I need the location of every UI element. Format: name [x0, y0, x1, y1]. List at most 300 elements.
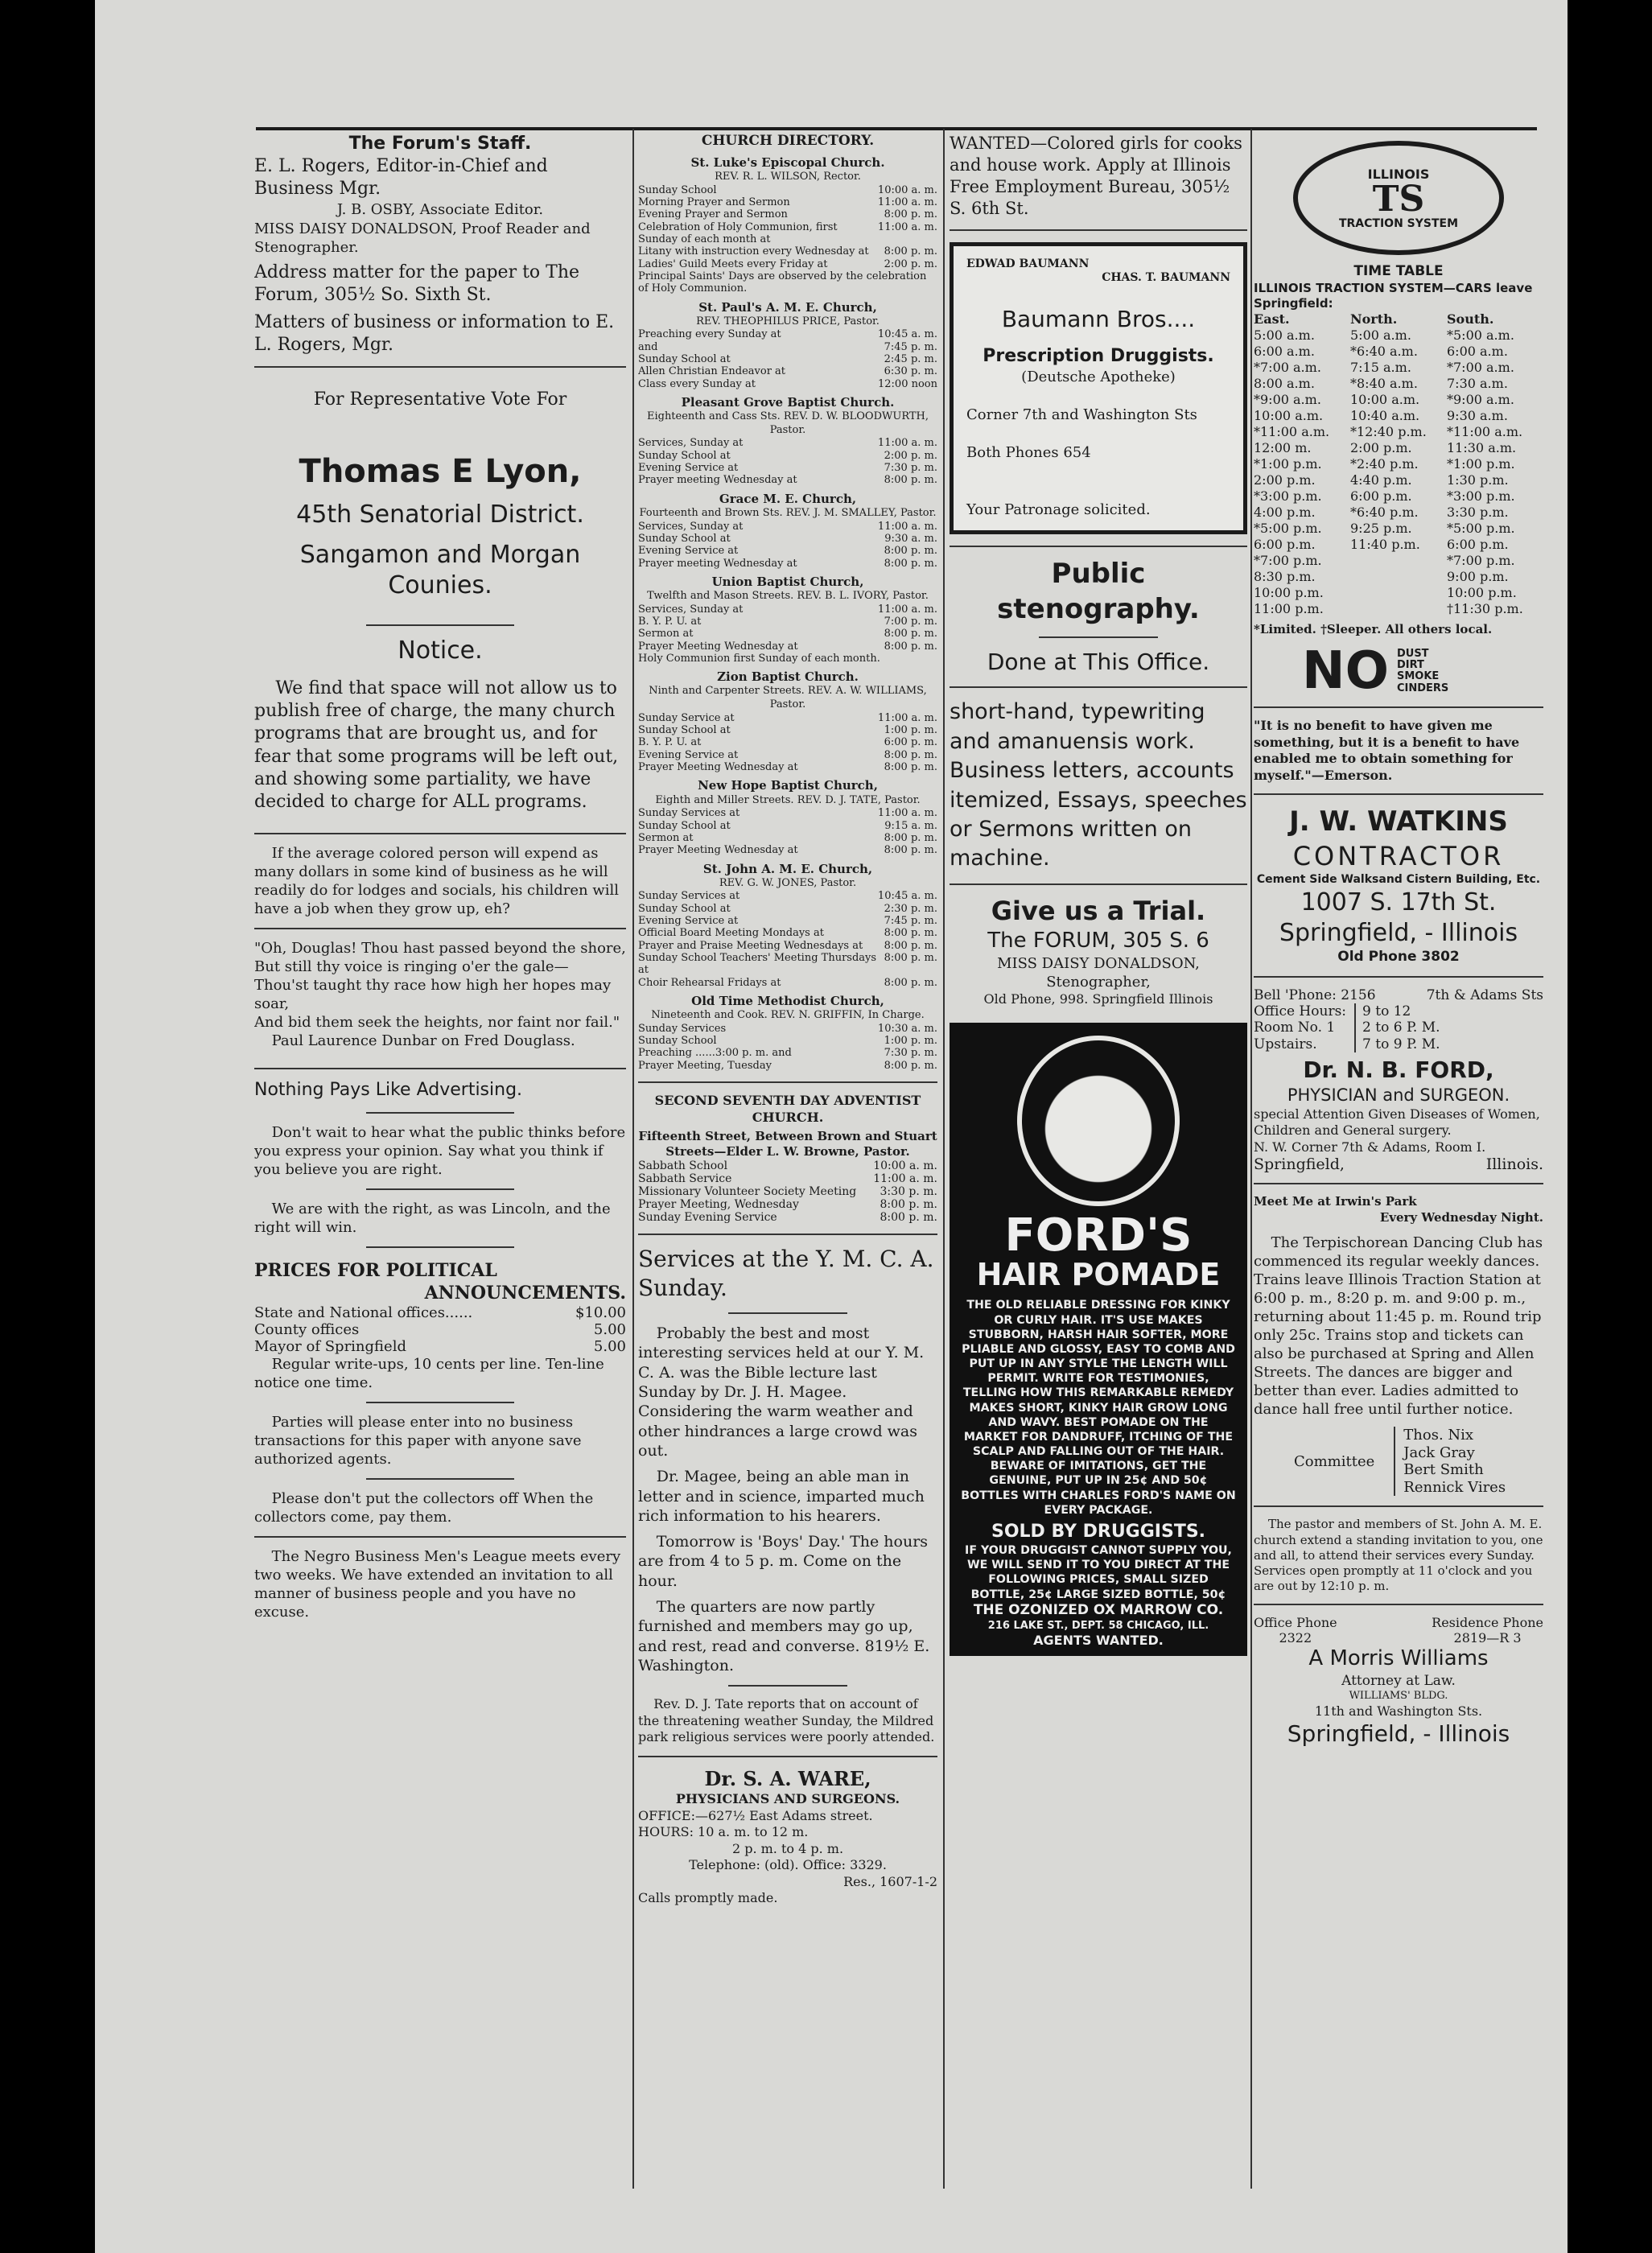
ware-hours: HOURS: 10 a. m. to 12 m.	[638, 1824, 809, 1840]
column-rule	[1250, 129, 1252, 2189]
poem-credit: Paul Laurence Dunbar on Fred Douglass.	[271, 1032, 575, 1050]
schedule-row	[638, 196, 937, 208]
williams-address: 11th and Washington Sts.	[1314, 1703, 1483, 1720]
timetable-time: *9:00 a.m.	[1447, 392, 1514, 408]
no-items	[1397, 649, 1448, 694]
schedule-time: 1:00 p. m.	[884, 724, 937, 737]
schedule-row	[638, 1185, 937, 1198]
wanted-ad: WANTED—Colored girls for cooks and house work. Apply at Illinois Free Employment Bureau, 305½ S. 6th St.	[950, 134, 1242, 218]
church-entry	[638, 669, 937, 773]
notice-body: We find that space will not allow us to publish free of charge, the many church programs that are brought us, and for fear that some programs will be left out, and showing some partiality, we have decided to charge for ALL programs.	[254, 678, 619, 812]
ware-phone: Telephone: (old). Office: 3329.	[689, 1857, 887, 1873]
schedule-event: B. Y. P. U. at	[638, 615, 702, 628]
schedule-time: 12:00 noon	[878, 377, 937, 390]
committee-member: Rennick Vires	[1403, 1478, 1506, 1496]
price-row	[254, 1338, 626, 1355]
schedule-event: Evening Service at	[638, 748, 739, 761]
price-value: 5.00	[593, 1337, 626, 1355]
notice-title: Notice.	[398, 636, 483, 665]
schedule-time: 10:00 a. m.	[873, 1159, 937, 1173]
ford-city	[1254, 1155, 1543, 1173]
watkins-role: CONTRACTOR	[1292, 840, 1505, 871]
schedule-row	[638, 903, 937, 915]
timetable-times	[1447, 327, 1543, 617]
logo-mid: TS	[1372, 178, 1425, 220]
divider	[254, 928, 626, 929]
collectors-text: Please don't put the collectors off When the collectors come, pay them.	[254, 1490, 594, 1526]
steno-title: Public stenography.	[997, 558, 1200, 625]
ymca-paragraph: Probably the best and most interesting services held at our Y. M. C. A. was the Bible lecture last Sunday by Dr. J. H. Magee. Considering the warm weather and other hindrances a large crowd was out.	[638, 1324, 925, 1460]
schedule-row	[638, 616, 937, 628]
church-name: Grace M. E. Church,	[719, 491, 857, 506]
divider	[638, 1081, 937, 1083]
office-phone-number: 2322	[1279, 1630, 1312, 1646]
schedule-event: Official Board Meeting Mondays at	[638, 927, 824, 940]
divider	[254, 1536, 626, 1538]
schedule-event: Sunday School at	[638, 449, 731, 462]
schedule-event: Principal Saints' Days are observed by the celebration of Holy Communion.	[638, 270, 927, 295]
baumann-name: EDWAD BAUMANN	[966, 257, 1090, 270]
church-name: Pleasant Grove Baptist Church.	[681, 394, 895, 410]
schedule-event: and	[638, 340, 658, 353]
tate-note: Rev. D. J. Tate reports that on account of the threatening weather Sunday, the Mildred park religious services were poorly attended.	[638, 1696, 935, 1745]
timetable-time: 9:25 p.m.	[1350, 521, 1412, 537]
schedule-row	[638, 1047, 937, 1059]
schedule-row	[638, 724, 937, 736]
timetable-time: *12:40 p.m.	[1350, 424, 1427, 440]
ware-calls: Calls promptly made.	[638, 1890, 778, 1906]
schedule-time: 2:00 p. m.	[884, 257, 937, 270]
schedule-row	[638, 474, 937, 486]
no-dust-ad	[1302, 641, 1543, 702]
schedule-time: 11:00 a. m.	[877, 437, 937, 450]
price-row	[254, 1321, 626, 1338]
watkins-work: Cement Side Walksand Cistern Building, Etc.	[1256, 872, 1541, 886]
timetable-header: East.	[1254, 311, 1290, 327]
timetable-time: 8:00 a.m.	[1254, 376, 1315, 392]
schedule-event: Sunday Service at	[638, 711, 735, 724]
watkins-name: J. W. WATKINS	[1289, 805, 1508, 838]
schedule-row	[638, 952, 937, 977]
timetable-time: 9:30 a.m.	[1447, 408, 1508, 424]
adventist-sub: Fifteenth Street, Between Brown and Stuart Streets—Elder L. W. Browne, Pastor.	[638, 1129, 937, 1159]
staff-line: E. L. Rogers, Editor-in-Chief and Business Mgr.	[254, 156, 548, 200]
league-text: The Negro Business Men's League meets every two weeks. We have extended an invitation to all manner of business people and you have no excuse.	[254, 1548, 621, 1621]
office-phone-label: Office Phone	[1254, 1615, 1337, 1631]
baumann-ad	[950, 242, 1247, 535]
timetable-time: *11:00 a.m.	[1254, 424, 1330, 440]
steno-trial: Give us a Trial.	[991, 895, 1206, 926]
schedule-row	[638, 328, 937, 340]
schedule-row	[638, 208, 937, 220]
schedule-time: 2:30 p. m.	[884, 902, 937, 915]
schedule-event: Sabbath Service	[638, 1172, 732, 1186]
staff-line: J. B. OSBY, Associate Editor.	[336, 201, 544, 219]
schedule-time: 7:45 p. m.	[884, 914, 937, 927]
schedule-row	[638, 712, 937, 724]
timetable-time: 4:40 p.m.	[1350, 472, 1412, 488]
timetable-time: 2:00 p.m.	[1254, 472, 1316, 488]
church-name: Zion Baptist Church.	[717, 669, 859, 685]
schedule-event: Sunday School Teachers' Meeting Thursdays at	[638, 951, 877, 977]
schedule-event: Sunday School at	[638, 819, 731, 832]
schedule-row	[638, 245, 937, 257]
schedule-time: 8:00 p. m.	[884, 208, 937, 221]
schedule-row	[638, 378, 937, 390]
schedule-row	[638, 1035, 937, 1047]
top-rule	[256, 127, 1537, 130]
schedule-time: 7:45 p. m.	[884, 340, 937, 353]
watkins-address: 1007 S. 17th St.	[1300, 888, 1497, 916]
ymca-title: Services at the Y. M. C. A. Sunday.	[638, 1246, 934, 1302]
ford-role: PHYSICIAN and SURGEON.	[1287, 1085, 1510, 1106]
column-3	[950, 133, 1247, 1656]
timetable-times	[1350, 327, 1447, 553]
ymca-paragraph: Tomorrow is 'Boys' Day.' The hours are from 4 to 5 p. m. Come on the hour.	[638, 1533, 929, 1590]
schedule-event: Prayer meeting Wednesday at	[638, 474, 797, 487]
schedule-event: Sunday School at	[638, 352, 731, 365]
schedule-event: Sabbath School	[638, 1159, 728, 1173]
schedule-row	[638, 749, 937, 761]
timetable-time: 6:00 p.m.	[1447, 537, 1509, 553]
schedule-time: 8:00 p. m.	[884, 245, 937, 258]
advertising-title: Nothing Pays Like Advertising.	[254, 1080, 523, 1101]
steno-body: short-hand, typewriting and amanuensis work. Business letters, accounts itemized, Essays, speeches or Sermons written on machine.	[950, 699, 1247, 871]
ford-address: 216 LAKE ST., DEPT. 58 CHICAGO, ILL.	[987, 1619, 1209, 1632]
phones-row	[1254, 1615, 1543, 1645]
steno-daisy: MISS DAISY DONALDSON,	[997, 955, 1200, 973]
church-entry	[638, 300, 937, 390]
divider	[728, 1312, 848, 1314]
schedule-event: Preaching ......3:00 p. m. and	[638, 1047, 792, 1060]
schedule-event: Evening Service at	[638, 914, 739, 927]
schedule-event: Sunday Services	[638, 1022, 727, 1035]
staff-block	[254, 155, 626, 356]
schedule-row	[638, 603, 937, 616]
schedule-event: Litany with instruction every Wednesday at	[638, 245, 869, 258]
schedule-event: Sunday Evening Service	[638, 1211, 777, 1225]
ford-phone-row	[1254, 987, 1543, 1003]
irwin-subtitle: Every Wednesday Night.	[1379, 1209, 1543, 1225]
timetable-time: 5:00 a.m.	[1254, 327, 1315, 344]
timetable-time: *9:00 a.m.	[1254, 392, 1321, 408]
divider	[254, 1068, 626, 1069]
timetable-time: *11:00 a.m.	[1447, 424, 1523, 440]
schedule-event: Sunday School at	[638, 902, 731, 915]
prices-table	[254, 1304, 626, 1355]
timetable-time: 10:00 a.m.	[1350, 392, 1420, 408]
schedule-time: 11:00 a. m.	[877, 807, 937, 820]
schedule-row	[638, 640, 937, 653]
schedule-time: 11:00 a. m.	[877, 220, 937, 233]
church-pastor: REV. R. L. WILSON, Rector.	[715, 170, 861, 183]
schedule-row	[638, 533, 937, 545]
timetable-time: 11:30 a.m.	[1447, 440, 1517, 456]
schedule-time: 10:45 a. m.	[877, 890, 937, 903]
steno-role: Stenographer,	[1046, 974, 1151, 991]
committee-label: Committee	[1294, 1452, 1375, 1470]
schedule-event: Sermon at	[638, 831, 694, 844]
staff-title: The Forum's Staff.	[348, 134, 532, 154]
church-pastor: Nineteenth and Cook. REV. N. GRIFFIN, In Charge.	[651, 1009, 925, 1022]
schedule-event: Prayer Meeting, Tuesday	[638, 1059, 772, 1072]
schedule-row	[638, 558, 937, 570]
adventist-schedule	[638, 1159, 937, 1224]
schedule-row	[638, 761, 937, 773]
baumann-patronage: Your Patronage solicited.	[966, 501, 1151, 519]
timetable-time: 7:30 a.m.	[1447, 376, 1508, 392]
timetable-time: *5:00 p.m.	[1447, 521, 1515, 537]
schedule-row	[638, 736, 937, 748]
no-item: DIRT	[1396, 659, 1424, 672]
schedule-time: 11:00 a. m.	[873, 1172, 937, 1186]
advertising-body: Don't wait to hear what the public thinks before you express your opinion. Say what you think if you believe you are right.	[254, 1123, 626, 1178]
church-pastor: Eighth and Miller Streets. REV. D. J. TATE, Pastor.	[655, 793, 921, 806]
no-big: NO	[1302, 641, 1389, 702]
timetable-time: *8:40 a.m.	[1350, 376, 1418, 392]
prices-title: ANNOUNCEMENTS.	[424, 1282, 626, 1304]
schedule-time: 9:30 a. m.	[884, 532, 937, 545]
timetable-time: 2:00 p.m.	[1350, 440, 1412, 456]
staff-line: MISS DAISY DONALDSON, Proof Reader and Stenographer.	[254, 220, 591, 256]
ford-body2: IF YOUR DRUGGIST CANNOT SUPPLY YOU, WE WILL SEND IT TO YOU DIRECT AT THE FOLLOWING PRICES, SMALL SIZED BOTTLE, 25¢ LARGE SIZED BOTTLE, 50¢	[965, 1544, 1232, 1601]
schedule-row	[638, 365, 937, 377]
schedule-time: 8:00 p. m.	[884, 557, 937, 570]
divider	[1254, 706, 1543, 708]
schedule-row	[638, 940, 937, 952]
committee-member: Bert Smith	[1403, 1461, 1484, 1479]
schedule-time: 10:00 a. m.	[877, 183, 937, 196]
church-entry	[638, 862, 937, 989]
schedule-row	[638, 450, 937, 462]
fords-pomade-ad	[950, 1023, 1247, 1656]
ford-name: Dr. N. B. FORD,	[1303, 1056, 1494, 1084]
timetable-time: *7:00 a.m.	[1447, 360, 1514, 376]
timetable-title: TIME TABLE	[1353, 263, 1444, 279]
timetable	[1254, 311, 1543, 617]
schedule-time: 7:00 p. m.	[884, 615, 937, 628]
logo-top: ILLINOIS	[1367, 166, 1430, 182]
timetable-times	[1254, 327, 1350, 617]
ford-hour: 9 to 12	[1362, 1003, 1411, 1020]
timetable-subtitle: ILLINOIS TRACTION SYSTEM—CARS leave Springfield:	[1254, 280, 1533, 311]
schedule-row	[638, 221, 937, 246]
timetable-time: *7:00 p.m.	[1254, 553, 1322, 569]
baumann-address: Corner 7th and Washington Sts	[966, 406, 1197, 424]
divider	[366, 624, 515, 626]
schedule-event: Prayer and Praise Meeting Wednesdays at	[638, 939, 863, 952]
church-pastor: REV. THEOPHILUS PRICE, Pastor.	[696, 315, 880, 327]
schedule-time: 8:00 p. m.	[884, 474, 937, 487]
schedule-row	[638, 437, 937, 449]
church-entry	[638, 492, 937, 570]
divider	[638, 1234, 937, 1235]
schedule-event: Sunday School	[638, 1035, 717, 1048]
schedule-row	[638, 653, 937, 665]
schedule-time: 7:30 p. m.	[884, 1047, 937, 1060]
church-list	[638, 155, 937, 1072]
schedule-row	[638, 270, 937, 295]
ware-phone: Res., 1607-1-2	[843, 1873, 937, 1889]
schedule-row	[638, 844, 937, 856]
schedule-event: Sunday School at	[638, 532, 731, 545]
schedule-row	[638, 927, 937, 939]
ford-title: FORD'S	[1004, 1209, 1193, 1262]
poem-line: Thou'st taught thy race how high her hopes may soar,	[254, 977, 612, 1013]
church-pastor: Fourteenth and Brown Sts. REV. J. M. SMALLEY, Pastor.	[639, 506, 937, 519]
schedule-event: Prayer meeting Wednesday at	[638, 557, 797, 570]
timetable-time: 9:00 p.m.	[1447, 569, 1509, 585]
schedule-event: Sunday School	[638, 183, 717, 196]
church-entry	[638, 395, 937, 487]
schedule-event: Missionary Volunteer Society Meeting	[638, 1185, 857, 1199]
ford-company: THE OZONIZED OX MARROW CO.	[973, 1601, 1224, 1618]
schedule-time: 1:00 p. m.	[884, 1035, 937, 1048]
schedule-event: Prayer Meeting Wednesday at	[638, 761, 798, 774]
baumann-sub: Prescription Druggists.	[983, 346, 1214, 367]
williams-bldg: WILLIAMS' BLDG.	[1349, 1690, 1448, 1703]
schedule-event: Prayer Meeting, Wednesday	[638, 1198, 799, 1212]
watkins-phone: Old Phone 3802	[1337, 949, 1460, 966]
schedule-time: 3:30 p. m.	[880, 1185, 937, 1199]
schedule-time: 10:45 a. m.	[877, 328, 937, 341]
church-entry	[638, 155, 937, 295]
timetable-time: 12:00 m.	[1254, 440, 1312, 456]
church-pastor: Ninth and Carpenter Streets. REV. A. W. WILLIAMS, Pastor.	[649, 685, 927, 711]
ford-street: 7th & Adams Sts	[1426, 987, 1543, 1004]
ford-bell-phone: Bell 'Phone: 2156	[1254, 987, 1376, 1004]
poem-line: But still thy voice is ringing o'er the gale—	[254, 958, 569, 976]
committee-member: Jack Gray	[1403, 1444, 1475, 1461]
schedule-event: Morning Prayer and Sermon	[638, 196, 790, 208]
committee-members	[1394, 1427, 1506, 1496]
ford-hour: 2 to 6 P. M.	[1362, 1019, 1440, 1036]
divider	[1254, 1604, 1543, 1605]
schedule-row	[638, 1172, 937, 1185]
schedule-row	[638, 832, 937, 844]
steno-forum: The FORUM, 305 S. 6	[987, 928, 1209, 953]
church-pastor: REV. G. W. JONES, Pastor.	[719, 876, 857, 889]
average-colored-text: If the average colored person will expend as many dollars in some kind of business as he will readily do for lodges and socials, his children will have a job when they grow up, eh?	[254, 845, 619, 918]
steno-phone: Old Phone, 998. Springfield Illinois	[983, 991, 1213, 1007]
church-entry	[638, 575, 937, 665]
timetable-time: 11:40 p.m.	[1350, 537, 1420, 553]
timetable-time: 6:00 p.m.	[1254, 537, 1316, 553]
ford-body: THE OLD RELIABLE DRESSING FOR KINKY OR CURLY HAIR. IT'S USE MAKES STUBBORN, HARSH HAIR SOFTER, MORE PLIABLE AND GLOSSY, EASY TO COMB AND PUT UP IN ANY STYLE THE LENGTH WILL PERMIT. WRITE FOR TESTIMONIES, TELLING HOW THIS REMARKABLE REMEDY MAKES SHORT, KINKY HAIR GROW LONG AND WAVY. BEST POMADE ON THE MARKET FOR DANDRUFF, ITCHING OF THE SCALP AND FALLING OUT OF THE HAIR. BEWARE OF IMITATIONS, GET THE GENUINE, PUT UP IN 25¢ AND 50¢ BOTTLES WITH CHARLES FORD'S NAME ON EVERY PACKAGE.	[961, 1299, 1236, 1517]
timetable-time: *3:00 p.m.	[1254, 488, 1322, 505]
timetable-time: 10:00 p.m.	[1254, 585, 1324, 601]
ford-special: special Attention Given Diseases of Women, Children and General surgery.	[1254, 1106, 1540, 1139]
schedule-time: 8:00 p. m.	[884, 748, 937, 761]
no-item: CINDERS	[1396, 682, 1449, 694]
timetable-col-east	[1254, 311, 1350, 617]
timetable-time: 10:40 a.m.	[1350, 408, 1420, 424]
timetable-time: 3:30 p.m.	[1447, 505, 1509, 521]
divider	[950, 229, 1247, 231]
ford-room: Upstairs.	[1254, 1036, 1317, 1052]
candidate-counties: Sangamon and Morgan Counies.	[299, 540, 581, 600]
schedule-row	[638, 1211, 937, 1224]
schedule-row	[638, 915, 937, 927]
schedule-row	[638, 341, 937, 353]
schedule-time: 6:30 p. m.	[884, 365, 937, 378]
schedule-time: 8:00 p. m.	[884, 545, 937, 558]
schedule-row	[638, 628, 937, 640]
schedule-event: Preaching every Sunday at	[638, 328, 781, 341]
timetable-header: North.	[1350, 311, 1398, 327]
schedule-time: 8:00 p. m.	[884, 831, 937, 844]
timetable-time: 4:00 p.m.	[1254, 505, 1316, 521]
divider	[950, 546, 1247, 547]
timetable-time: 10:00 a.m.	[1254, 408, 1324, 424]
schedule-event: Sunday Services at	[638, 890, 740, 903]
schedule-time: 2:45 p. m.	[884, 352, 937, 365]
candidate-district: 45th Senatorial District.	[296, 500, 584, 529]
williams-name: A Morris Williams	[1308, 1646, 1489, 1671]
office-phone	[1254, 1615, 1337, 1645]
ford-hours-values	[1354, 1003, 1440, 1052]
price-item: Mayor of Springfield	[254, 1337, 406, 1355]
schedule-time: 11:00 a. m.	[877, 711, 937, 724]
williams-role: Attorney at Law.	[1341, 1672, 1456, 1689]
divider	[1254, 976, 1543, 978]
schedule-row	[638, 1060, 937, 1072]
schedule-event: Evening Service at	[638, 545, 739, 558]
timetable-time: *3:00 p.m.	[1447, 488, 1515, 505]
ford-sold: SOLD BY DRUGGISTS.	[991, 1521, 1206, 1542]
timetable-time: *1:00 p.m.	[1254, 456, 1322, 472]
schedule-time: 8:00 p. m.	[884, 939, 937, 952]
schedule-row	[638, 545, 937, 557]
schedule-event: Choir Rehearsal Fridays at	[638, 976, 781, 989]
baumann-german: (Deutsche Apotheke)	[1021, 369, 1176, 386]
timetable-time: 7:15 a.m.	[1350, 360, 1411, 376]
schedule-event: Celebration of Holy Communion, first Sunday of each month at	[638, 220, 838, 245]
ware-hours: 2 p. m. to 4 p. m.	[731, 1840, 844, 1856]
no-item: DUST	[1396, 647, 1429, 660]
timetable-time: *2:40 p.m.	[1350, 456, 1419, 472]
schedule-time: 6:00 p. m.	[884, 736, 937, 749]
divider	[366, 1478, 515, 1480]
res-phone-label: Residence Phone	[1432, 1615, 1543, 1631]
parties-text: Parties will please enter into no business transactions for this paper with anyone save authorized agents.	[254, 1414, 582, 1468]
ymca-paragraph: The quarters are now partly furnished and members may go up, and rest, read and converse. 819½ E. Washington.	[638, 1598, 930, 1675]
ware-office: OFFICE:—627½ East Adams street.	[638, 1807, 873, 1823]
timetable-legend: *Limited. †Sleeper. All others local.	[1254, 622, 1493, 637]
schedule-time: 8:00 p. m.	[880, 1211, 937, 1225]
schedule-time: 8:00 p. m.	[884, 927, 937, 940]
divider	[638, 1756, 937, 1757]
schedule-row	[638, 807, 937, 819]
timetable-time: *5:00 a.m.	[1447, 327, 1514, 344]
schedule-time: 8:00 p. m.	[880, 1198, 937, 1212]
timetable-time: *6:40 a.m.	[1350, 344, 1418, 360]
candidate-name: Thomas E Lyon,	[299, 453, 582, 491]
poem-line: "Oh, Douglas! Thou hast passed beyond the shore,	[254, 940, 626, 958]
timetable-time: *7:00 p.m.	[1447, 553, 1515, 569]
schedule-time: 8:00 p. m.	[884, 761, 937, 774]
schedule-event: Evening Service at	[638, 462, 739, 475]
lincoln-text: We are with the right, as was Lincoln, and the right will win.	[254, 1200, 611, 1236]
timetable-time: *1:00 p.m.	[1447, 456, 1515, 472]
prices-title: PRICES FOR POLITICAL	[254, 1259, 497, 1281]
schedule-row	[638, 977, 937, 989]
schedule-time: 8:00 p. m.	[884, 628, 937, 640]
divider	[254, 833, 626, 834]
schedule-event: Prayer Meeting Wednesday at	[638, 844, 798, 857]
schedule-row	[638, 1159, 937, 1172]
res-phone	[1432, 1615, 1543, 1645]
